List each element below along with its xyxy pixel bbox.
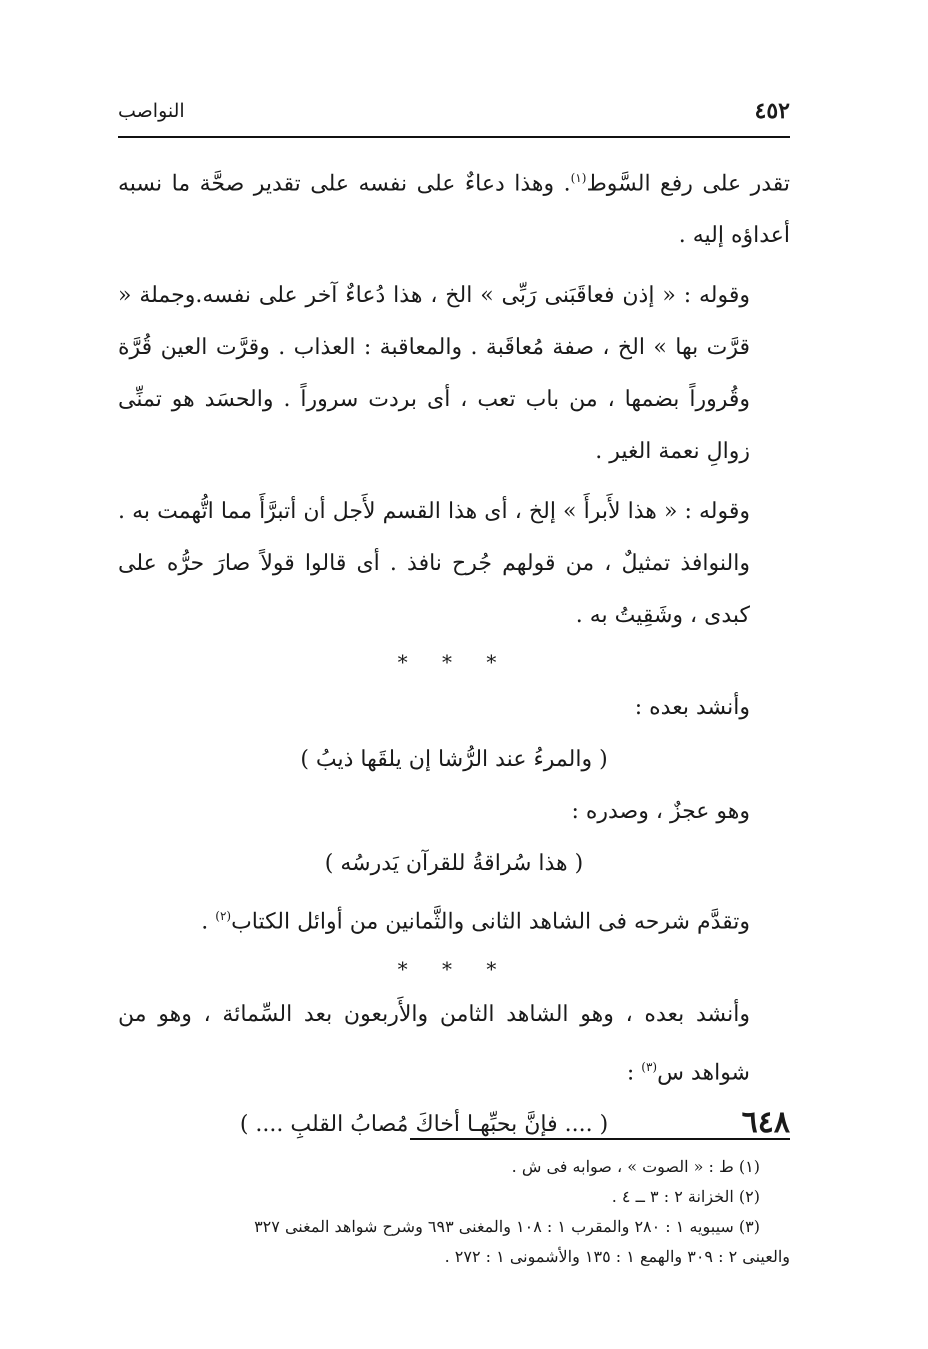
footnote-2: (٢) الخزانة ٢ : ٣ ــ ٤ . <box>611 1187 760 1206</box>
paragraph-2: وقوله : « إذن فعاقَبَنى رَبِّى » الخ ، هذا دُعاءٌ آخر على نفسه.وجملة « قرَّت بها » الخ ، صفة مُعاقَبة . والمعاقبة : العذاب . وقرَّت العين قُرَّة وقُروراً بضمها ، من باب تعب ، أى بردت سروراً . والحسَد هو تمنِّى زوالِ نعمة الغير . <box>118 283 750 465</box>
paragraph-1-middle: . وهذا دعاءٌ على نفسه على تقدير صحَّة ما نسبه <box>118 171 571 197</box>
paragraph-4: وأنشد بعده : <box>634 695 750 721</box>
paragraph-1-start: تقدر على رفع السَّوط <box>586 171 790 197</box>
verse-2: ( هذا سُراقةُ للقرآن يَدرسُه ) <box>324 851 584 877</box>
paragraph-6-text: وتقدَّم شرحه فى الشاهد الثانى والثَّمانين من أوائل الكتاب <box>231 909 750 935</box>
header-rule <box>118 136 790 138</box>
paragraph-1-end: أعداؤه إليه . <box>678 223 790 249</box>
section-title: النواصب <box>118 100 185 122</box>
section-separator-2: * * * <box>397 956 511 981</box>
paragraph-3: وقوله : « هذا لأَبرأَ » إلخ ، أى هذا القسم لأَجل أن أتبرَّأَ مما اتُّهمت به . والنوافذ تمثيلٌ ، من قولهم جُرح نافذ . أى قالوا قولاً صارَ حرُّه على كبدى ، وشَقِيتُ به . <box>118 499 750 629</box>
footnote-3-line-1: (٣) سيبويه ١ : ٢٨٠ والمقرب ١ : ١٠٨ والمغنى ٦٩٣ وشرح شواهد المغنى ٣٢٧ <box>254 1217 760 1236</box>
footnote-ref-1: (١) <box>570 171 587 185</box>
section-separator-1: * * * <box>397 650 511 675</box>
verse-3: ( .... فإنَّ بحبِّهـا أخاكَ مُصابُ القلبِ .... ) <box>239 1111 609 1137</box>
footnote-3-line-2: والعينى ٢ : ٣٠٩ والهمع ١ : ١٣٥ والأشمونى ١ : ٢٧٢ . <box>444 1247 790 1266</box>
footnotes <box>118 1152 790 1272</box>
paragraph-7-end: : <box>626 1059 642 1085</box>
verse-1: ( والمرءُ عند الرُّشا إن يلقَها ذيبُ ) <box>300 747 608 773</box>
running-head <box>118 92 790 132</box>
footnote-1: (١) ط : « الصوت » ، صوابه فى ش . <box>511 1157 760 1176</box>
footnote-rule <box>410 1138 790 1140</box>
paragraph-1 <box>118 152 790 262</box>
paragraph-5: وهو عجزٌ ، وصدره : <box>571 799 750 825</box>
verse-648 <box>118 1099 790 1151</box>
paragraph-6 <box>118 890 790 948</box>
paragraph-7 <box>118 989 790 1099</box>
footnote-ref-2: (٢) <box>215 909 232 924</box>
body-text <box>118 152 790 1151</box>
verse-number: ٦٤٨ <box>741 1104 790 1140</box>
paragraph-7-text: وأنشد بعده ، وهو الشاهد الثامن والأَربعون بعد السِّمائة ، وهو من شواهد س <box>118 1001 750 1085</box>
book-page <box>118 92 790 1312</box>
footnote-ref-3: (٣) <box>641 1059 658 1074</box>
page-number: ٤٥٢ <box>754 98 790 124</box>
paragraph-6-end: . <box>201 909 216 935</box>
